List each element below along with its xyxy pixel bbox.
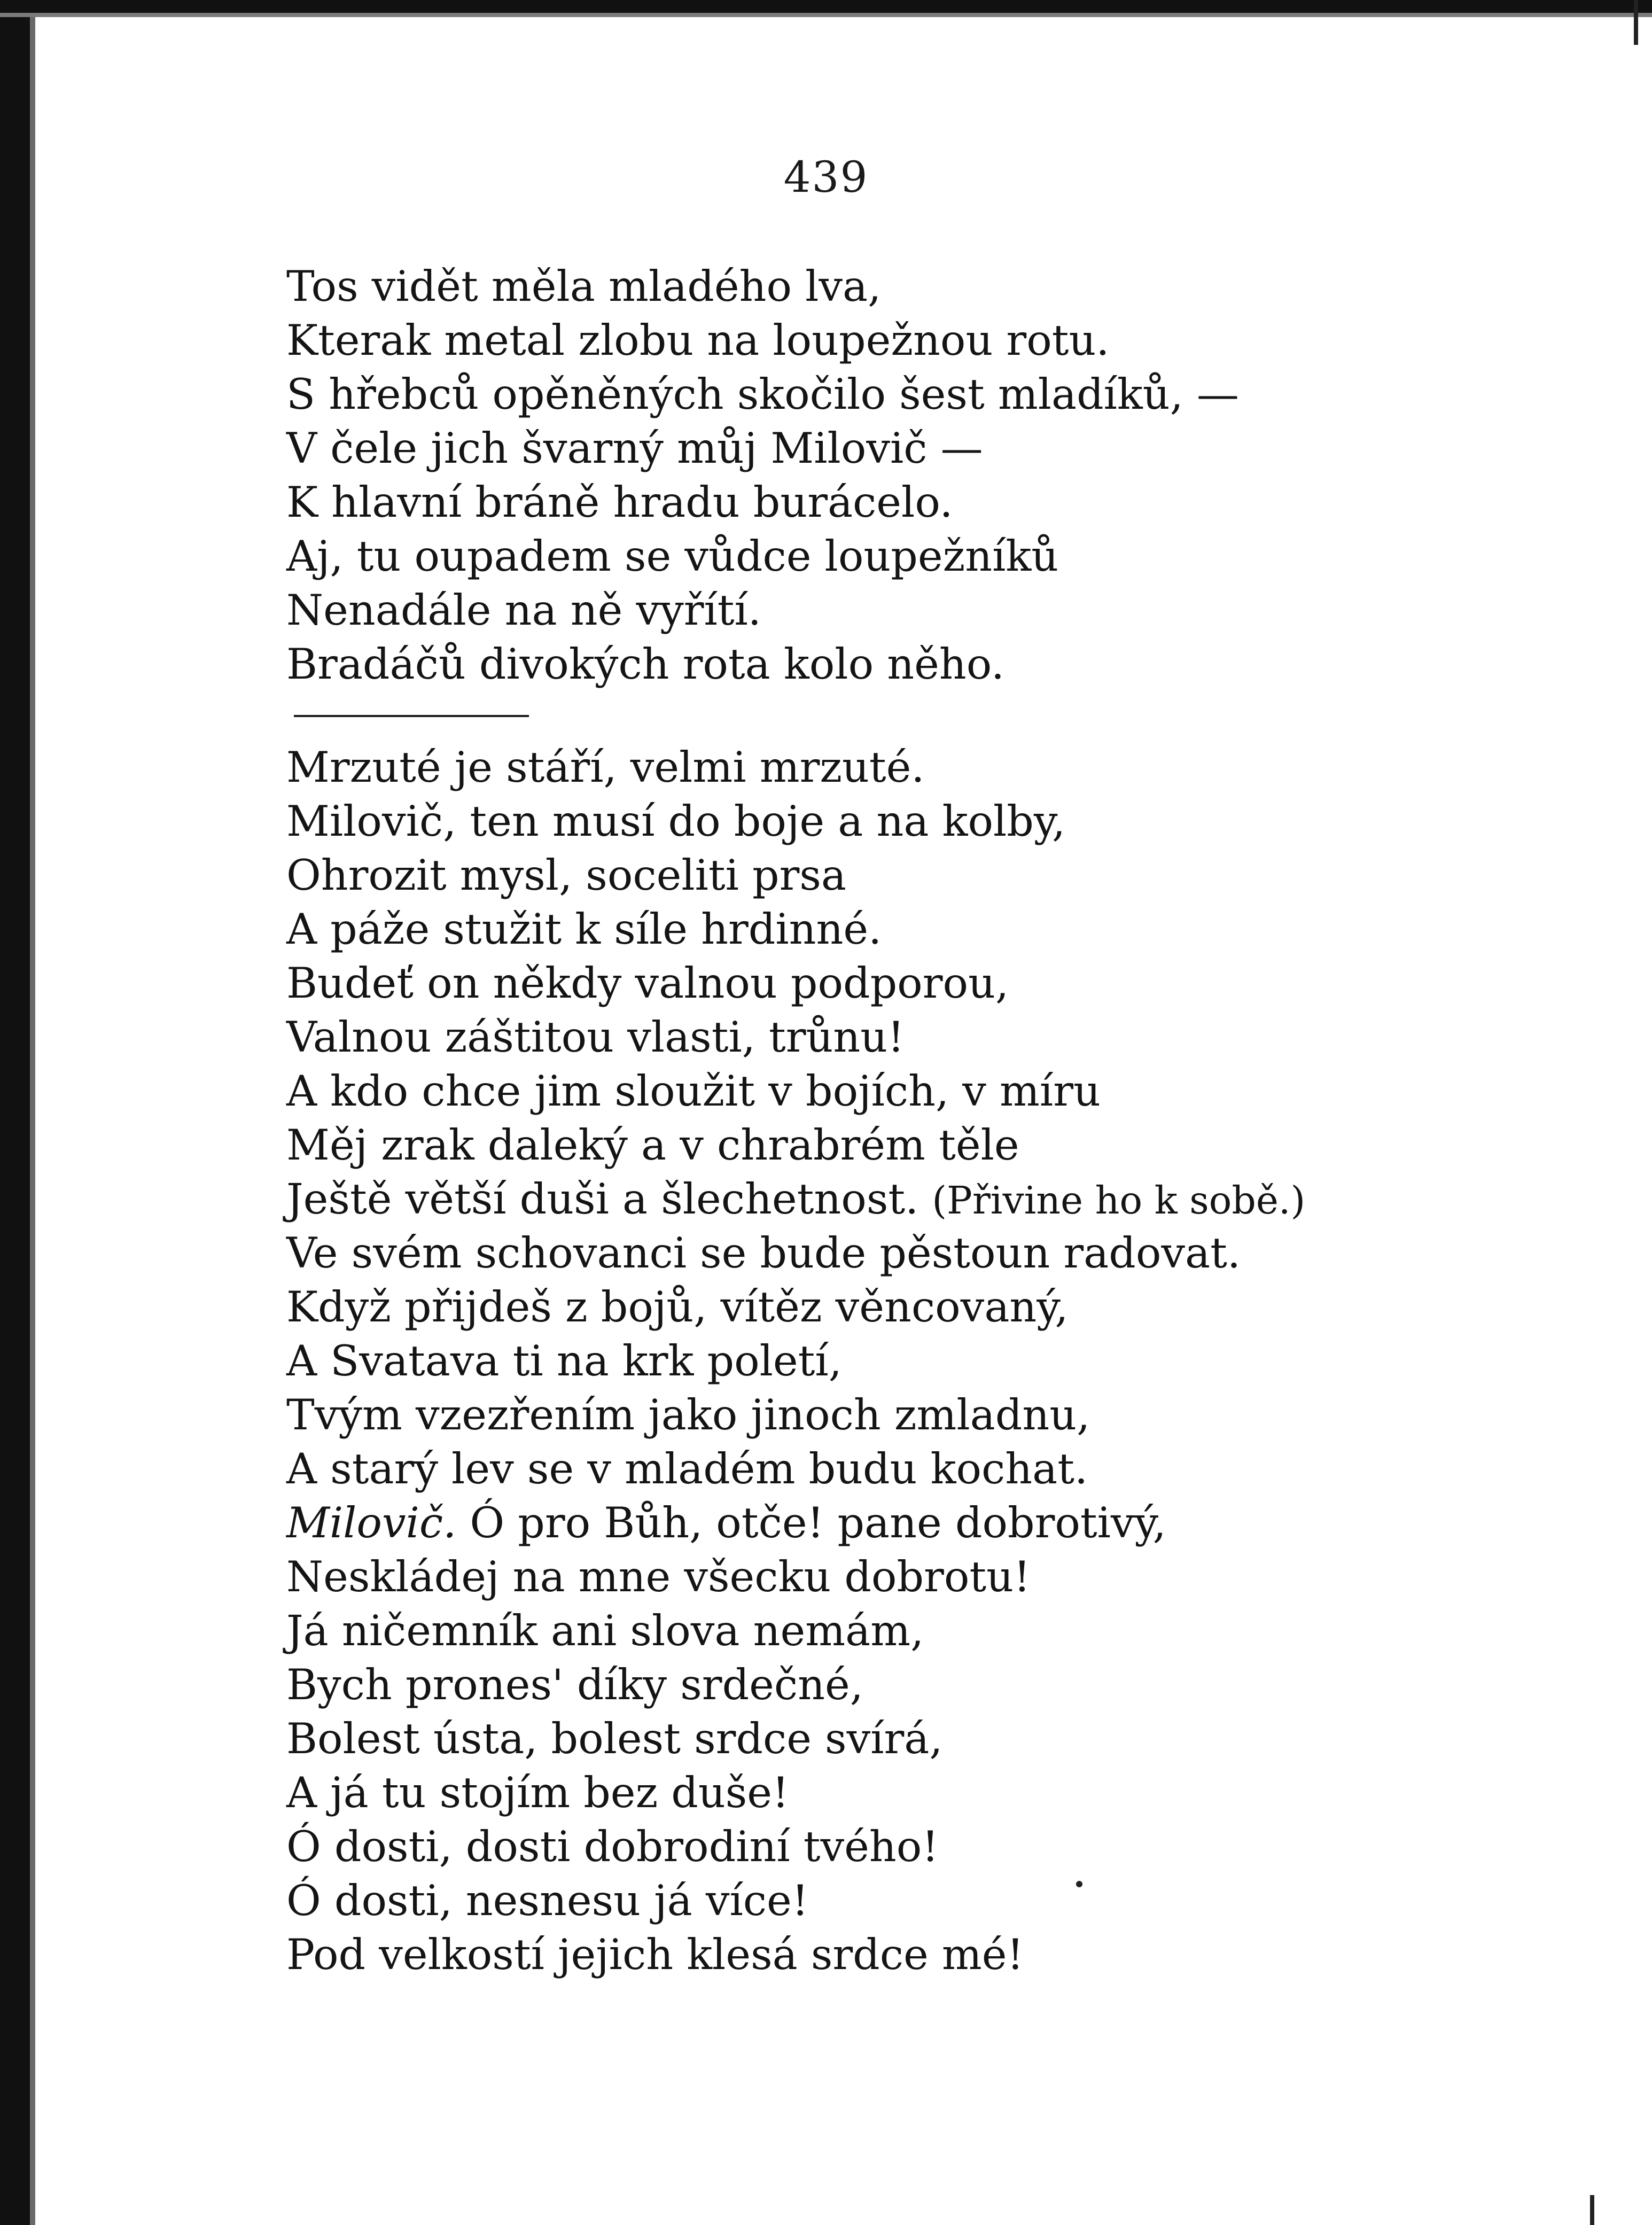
verse-line: Mrzuté je stáří, velmi mrzuté.	[286, 743, 925, 792]
stage-direction: (Přivine ho k sobě.)	[932, 1178, 1306, 1223]
verse-line-with-stage-direction	[286, 1172, 1595, 1226]
verse-line: Pod velkostí jejich klesá srdce mé!	[286, 1930, 1024, 1979]
page-edge-bottom-mark	[1590, 2195, 1594, 2225]
verse-line: Ó dosti, dosti dobrodiní tvého!	[286, 1822, 939, 1871]
page-number: 439	[783, 152, 869, 202]
verse-line: Bych prones' díky srdečné,	[286, 1660, 863, 1709]
verse-line: A starý lev se v mladém budu kochat.	[286, 1444, 1088, 1493]
verse-line: Bolest ústa, bolest srdce svírá,	[286, 1714, 943, 1763]
verse-line: Já ničemník ani slova nemám,	[286, 1606, 924, 1655]
stanza-1	[286, 260, 1595, 691]
speaker-name: Milovič.	[286, 1498, 457, 1547]
verse-line: Tos vidět měla mladého lva,	[286, 262, 882, 311]
verse-line: Ohrozit mysl, soceliti prsa	[286, 851, 847, 900]
verse-line: S hřebců opěněných skočilo šest mladíků, —	[286, 370, 1239, 419]
verse-line: Kterak metal zlobu na loupežnou rotu.	[286, 316, 1110, 365]
speech-first-line	[286, 1496, 1595, 1550]
verse-text	[286, 260, 1595, 1982]
verse-line: Nenadále na ně vyřítí.	[286, 586, 761, 635]
separator-gap	[286, 691, 1595, 715]
verse-line: Ó dosti, nesnesu já více!	[286, 1876, 809, 1925]
separator-rule	[294, 715, 529, 717]
verse-line: A já tu stojím bez duše!	[286, 1768, 789, 1817]
verse-line-text: Ó pro Bůh, otče! pane dobrotivý,	[470, 1498, 1166, 1547]
verse-line: K hlavní bráně hradu burácelo.	[286, 478, 953, 527]
verse-line: Aj, tu oupadem se vůdce loupežníků	[286, 532, 1059, 581]
verse-line: V čele jich švarný můj Milovič —	[286, 424, 983, 473]
verse-line: Bradáčů divokých rota kolo něho.	[286, 640, 1005, 689]
page-edge-top	[0, 0, 1652, 13]
page-edge-left-shadow	[30, 0, 35, 2225]
verse-line: Když přijdeš z bojů, vítěz věncovaný,	[286, 1282, 1069, 1332]
verse-line: A páže stužit k síle hrdinné.	[286, 905, 882, 954]
stanza-2	[286, 741, 1595, 1496]
verse-line: Milovič, ten musí do boje a na kolby,	[286, 797, 1066, 846]
verse-line: A kdo chce jim sloužit v bojích, v míru	[286, 1067, 1101, 1116]
verse-line: A Svatava ti na krk poletí,	[286, 1336, 842, 1386]
verse-line: Valnou záštitou vlasti, trůnu!	[286, 1013, 905, 1062]
verse-line: Ve svém schovanci se bude pěstoun radovat.	[286, 1228, 1241, 1278]
speech-milovic	[286, 1496, 1595, 1982]
verse-line: Budeť on někdy valnou podporou,	[286, 959, 1009, 1008]
page-edge-right-mark	[1634, 0, 1638, 45]
verse-line: Měj zrak daleký a v chrabrém těle	[286, 1121, 1019, 1170]
verse-line: Tvým vzezřením jako jinoch zmladnu,	[286, 1390, 1090, 1440]
verse-line-text: Ještě větší duši a šlechetnost.	[286, 1174, 919, 1224]
page-edge-top-shadow	[0, 13, 1652, 17]
page-edge-left	[0, 0, 30, 2225]
verse-line: Neskládej na mne všecku dobrotu!	[286, 1552, 1031, 1601]
